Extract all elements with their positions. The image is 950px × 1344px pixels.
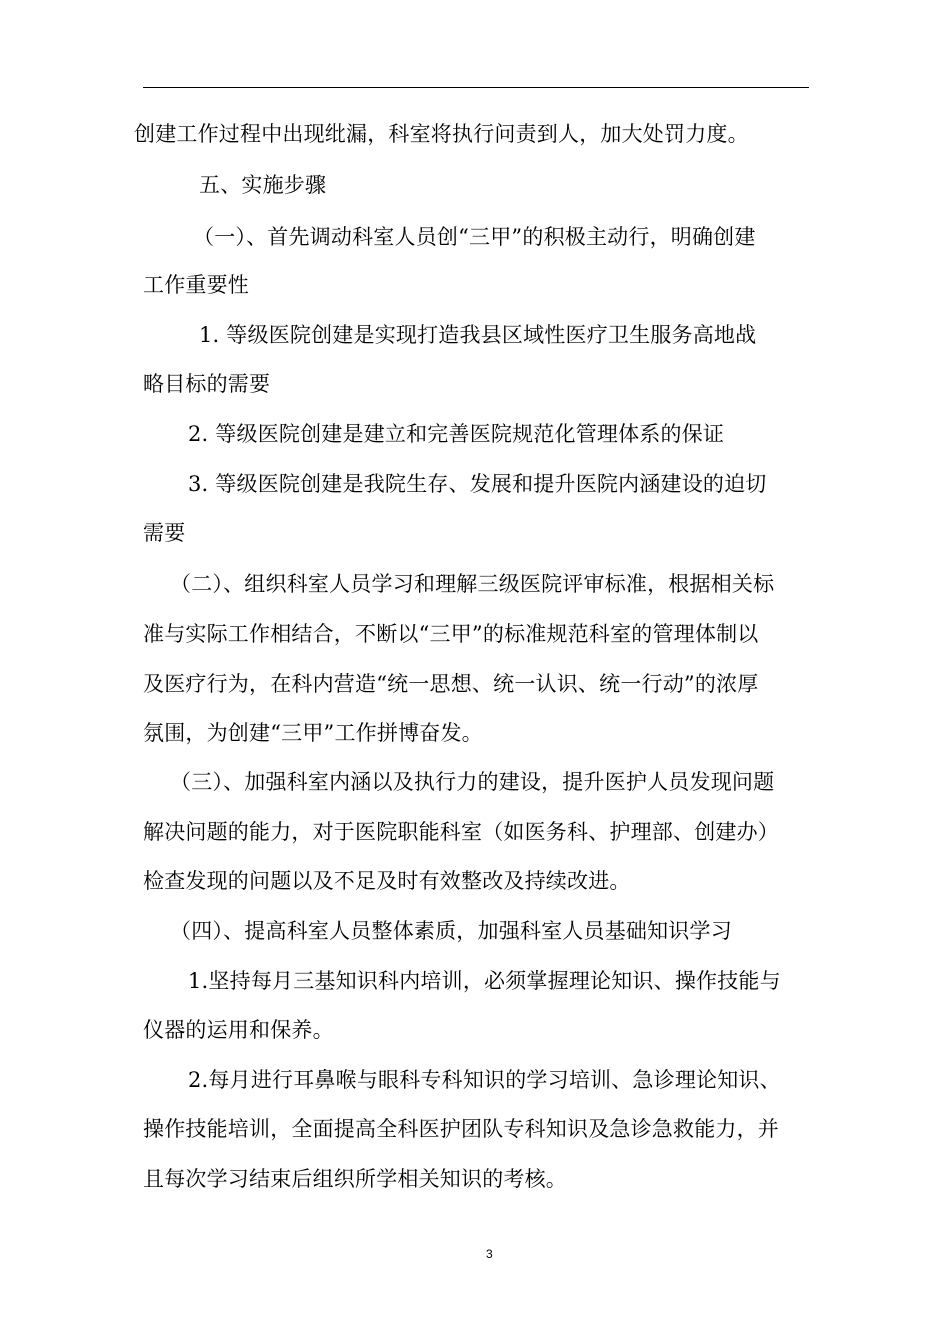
- paragraph-2-line-4: 氛围，为创建“三甲”工作拼博奋发。: [143, 721, 483, 745]
- list-item-1-cont: 略目标的需要: [143, 372, 271, 396]
- paragraph-2-line-3: 及医疗行为，在科内营造“统一思想、统一认识、统一行动”的浓厚: [143, 672, 759, 696]
- page-number: 3: [486, 1247, 493, 1261]
- list-item-3-cont: 需要: [143, 521, 186, 545]
- section-heading-five: 五、实施步骤: [199, 173, 327, 197]
- subsection-heading-2: （二）、组织科室人员学习和理解三级医院评审标准，根据相关标: [170, 572, 775, 596]
- subsection-heading-1-cont: 工作重要性: [143, 273, 249, 297]
- subsection-heading-4: （四）、提高科室人员整体素质，加强科室人员基础知识学习: [170, 919, 732, 943]
- subsection-heading-1: （一）、首先调动科室人员创“三甲”的积极主动行，明确创建: [193, 225, 756, 249]
- list-item-4-2-cont: 操作技能培训，全面提高全科医护团队专科知识及急诊急救能力，并: [143, 1117, 779, 1141]
- list-item-1: 1. 等级医院创建是实现打造我县区域性医疗卫生服务高地战: [199, 323, 757, 347]
- list-item-4-2: 2.每月进行耳鼻喉与眼科专科知识的学习培训、急诊理论知识、: [188, 1068, 781, 1092]
- list-item-3: 3. 等级医院创建是我院生存、发展和提升医院内涵建设的迫切: [188, 472, 767, 496]
- text-line-1: 创建工作过程中出现纰漏，科室将执行问责到人，加大处罚力度。: [134, 122, 749, 146]
- paragraph-2-line-2: 准与实际工作相结合，不断以“三甲”的标准规范科室的管理体制以: [143, 622, 759, 646]
- list-item-4-2-cont-2: 且每次学习结束后组织所学相关知识的考核。: [143, 1167, 567, 1191]
- paragraph-3-line-3: 检查发现的问题以及不足及时有效整改及持续改进。: [143, 869, 631, 893]
- paragraph-3-line-2: 解决问题的能力，对于医院职能科室（如医务科、护理部、创建办）: [143, 820, 779, 844]
- list-item-4-1: 1.坚持每月三基知识科内培训，必须掌握理论知识、操作技能与: [188, 969, 781, 993]
- list-item-2: 2. 等级医院创建是建立和完善医院规范化管理体系的保证: [188, 422, 725, 446]
- list-item-4-1-cont: 仪器的运用和保养。: [143, 1018, 334, 1042]
- subsection-heading-3: （三）、加强科室内涵以及执行力的建设，提升医护人员发现问题: [170, 770, 775, 794]
- header-rule: [143, 87, 809, 88]
